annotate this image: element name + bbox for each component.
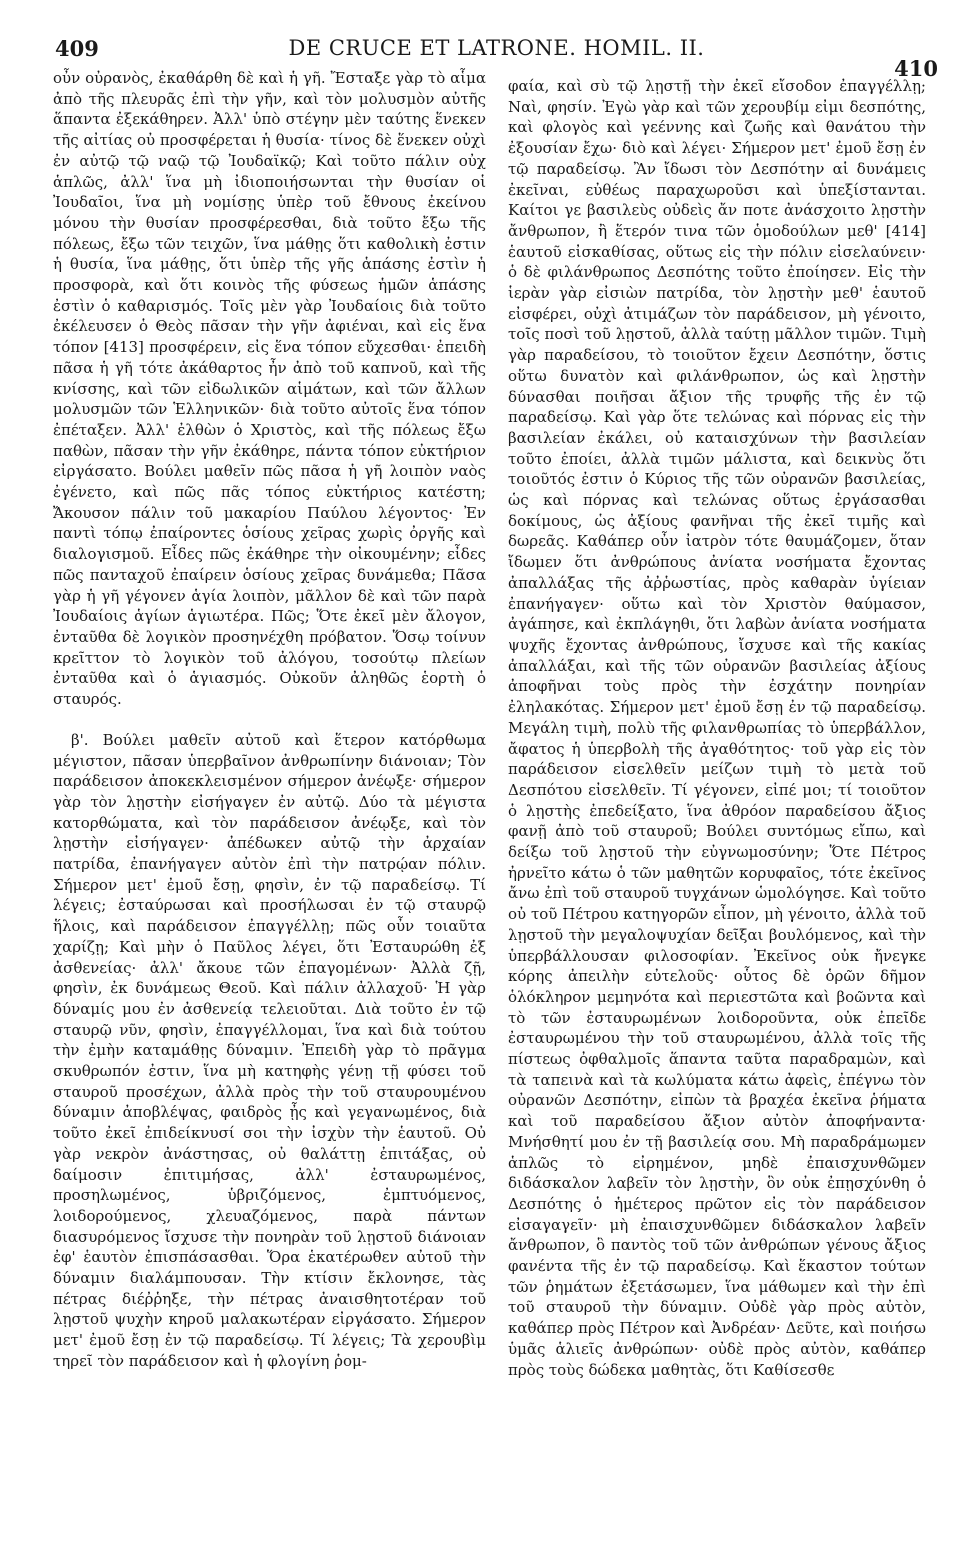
left-text-column xyxy=(53,68,486,1538)
running-header xyxy=(55,36,938,81)
page-number-left: 409 xyxy=(55,36,99,61)
right-paragraph-1: φαία, καὶ σὺ τῷ λῃστῇ τὴν ἐκεῖ εἴσοδον ἐπαγγέλλῃ; Ναὶ, φησίν. Ἐγὼ γὰρ καὶ τῶν χερουβίμ εἰμι δεσπότης, καὶ φλογὸς καὶ γεέννης καὶ ζωῆς καὶ θανάτου τὴν ἐξουσίαν ἔχω· διὸ καὶ λέγει· Σήμερον μετ' ἐμοῦ ἔσῃ ἐν τῷ παραδείσῳ. Ἂν ἴδωσι τὸν Δεσπότην αἱ δυνάμεις ἐκεῖναι, εὐθέως παραχωροῦσι καὶ ὑπεξίστανται. Καίτοι γε βασιλεὺς οὐδεὶς ἄν ποτε ἀνάσχοιτο λῃστὴν ἄνθρωπον, ἢ ἕτερόν τινα τῶν ὁμοδούλων μεθ' [414] ἑαυτοῦ εἰσκαθίσας, οὕτως εἰς τὴν πόλιν εἰσελαύνειν· ὁ δὲ φιλάνθρωπος Δεσπότης τοῦτο ἐποίησεν. Εἰς τὴν ἱερὰν γὰρ εἰσιὼν πατρίδα, τὸν λῃστὴν μεθ' ἑαυτοῦ εἰσφέρει, οὐχὶ ἀτιμάζων τὸν παράδεισον, μὴ γένοιτο, τοῖς ποσὶ τοῦ λῃστοῦ, ἀλλὰ ταύτῃ μᾶλλον τιμῶν. Τιμὴ γὰρ παραδείσου, τὸ τοιοῦτον ἔχειν Δεσπότην, ὅστις οὕτω δυνατὸν καὶ φιλάνθρωπον, ὡς καὶ λῃστὴν δύνασθαι ποιῆσαι ἄξιον τῆς τρυφῆς τῆς ἐν τῷ παραδείσῳ. Καὶ γὰρ ὅτε τελώνας καὶ πόρνας εἰς τὴν βασιλείαν ἐκάλει, οὐ καταισχύνων τὴν βασιλείαν τοῦτο ἐποίει, ἀλλὰ τιμῶν μάλιστα, καὶ δεικνὺς ὅτι τοιοῦτός ἐστιν ὁ Κύριος τῆς τῶν οὐρανῶν βασιλείας, ὡς καὶ πόρνας καὶ τελώνας οὕτως ἐργάσασθαι δοκίμους, ὡς ἀξίους φανῆναι τῆς ἐκεῖ τιμῆς καὶ δωρεᾶς. Καθάπερ οὖν ἰατρὸν τότε θαυμάζομεν, ὅταν ἴδωμεν ὅτι ἀνθρώπους ἀνίατα νοσήματα ἔχοντας ἀπαλλάξας τῆς ἀῤῥωστίας, πρὸς καθαρὰν ὑγίειαν ἐπανήγαγεν· οὕτω καὶ τὸν Χριστὸν θαύμασον, ἀγάπησε, καὶ ἐκπλάγηθι, ὅτι λαβὼν ἀνίατα νοσήματα ψυχῆς ἔχοντας ἀνθρώπους, ἴσχυσε καὶ τῆς κακίας ἀπαλλάξαι, καὶ τῆς τῶν οὐρανῶν βασιλείας ἀξίους ἀποφῆναι τοὺς πρὸς τὴν ἐσχάτην πονηρίαν ἐληλακότας. Σήμερον μετ' ἐμοῦ ἔσῃ ἐν τῷ παραδείσῳ. Μεγάλη τιμὴ, πολὺ τῆς φιλανθρωπίας τὸ ὑπερβάλλον, ἄφατος ἡ ὑπερβολὴ τῆς ἀγαθότητος· τοῦ γὰρ εἰς τὸν παράδεισον εἰσελθεῖν μείζων τιμὴ τὸ μετὰ τοῦ Δεσπότου εἰσελθεῖν. Τί γέγονεν, εἰπέ μοι; τί τοιοῦτον ὁ λῃστὴς ἐπεδείξατο, ἵνα ἀθρόον παραδείσου ἄξιος φανῇ ἀπὸ τοῦ σταυροῦ; Βούλει συντόμως εἴπω, καὶ δείξω τοῦ λῃστοῦ τὴν εὐγνωμοσύνην; Ὅτε Πέτρος ἠρνεῖτο κάτω ὁ τῶν μαθητῶν κορυφαῖος, τότε ἐκεῖνος ἄνω ἐπὶ τοῦ σταυροῦ τυγχάνων ὡμολόγησε. Καὶ τοῦτο οὐ τοῦ Πέτρου κατηγορῶν εἶπον, μὴ γένοιτο, ἀλλὰ τοῦ λῃστοῦ τὴν μεγαλοψυχίαν δεῖξαι βουλόμενος, καὶ τὴν ὑπερβάλλουσαν φιλοσοφίαν. Ἐκεῖνος οὐκ ἤνεγκε κόρης ἀπειλὴν εὐτελοῦς· οὗτος δὲ ὁρῶν δῆμον ὁλόκληρον μεμηνότα καὶ περιεστῶτα καὶ βοῶντα καὶ τὸ τῶν ἐσταυρωμένων λοιδοροῦντα, οὐκ ἐπεῖδε ἐσταυρωμένου τὴν τοῦ σταυρωμένου, ἀλλὰ τοῖς τῆς πίστεως ὀφθαλμοῖς ἅπαντα ταῦτα παραδραμὼν, καὶ τὰ ταπεινὰ καὶ τὰ κωλύματα κάτω ἀφεὶς, ἐπέγνω τὸν οὐρανῶν Δεσπότην, εἰπὼν τὰ βραχέα ἐκεῖνα ῥήματα καὶ τοῦ παραδείσου ἄξιον αὐτὸν ἀποφήναντα· Μνήσθητί μου ἐν τῇ βασιλείᾳ σου. Μὴ παραδράμωμεν ἁπλῶς τὸ εἰρημένον, μηδὲ ἐπαισχυνθῶμεν διδάσκαλον λαβεῖν τὸν λῃστὴν, ὃν οὐκ ἐπῃσχύνθη ὁ Δεσπότης ὁ ἡμέτερος πρῶτον εἰς τὸν παράδεισον εἰσαγαγεῖν· μὴ ἐπαισχυνθῶμεν διδάσκαλον λαβεῖν ἄνθρωπον, ὃ παντὸς τοῦ τῶν ἀνθρώπων γένους ἄξιος φανέντα τῆς ἐν τῷ παραδείσῳ. Καὶ ἕκαστον τούτων τῶν ῥημάτων ἐξετάσωμεν, ἵνα μάθωμεν καὶ τὴν ἐπὶ τοῦ σταυροῦ τὴν δύναμιν. Οὐδὲ γὰρ πρὸς αὐτὸν, καθάπερ πρὸς Πέτρον καὶ Ἀνδρέαν· Δεῦτε, καὶ ποιήσω ὑμᾶς ἁλιεῖς ἀνθρώπων· οὐδὲ πρὸς αὐτὸν, καθάπερ πρὸς τοὺς δώδεκα μαθητὰς, ὅτι Καθίσεσθε xyxy=(508,77,926,1379)
page-number-right: 410 xyxy=(894,56,938,81)
running-title: DE CRUCE ET LATRONE. HOMIL. II. xyxy=(288,36,705,60)
left-paragraph-2: β'. Βούλει μαθεῖν αὐτοῦ καὶ ἕτερον κατόρθωμα μέγιστον, πᾶσαν ὑπερβαῖνον ἀνθρωπίνην διάνοιαν; Τὸν παράδεισον ἀποκεκλεισμένον σήμερον ἀνέῳξε· σήμερον γὰρ τὸν λῃστὴν εἰσήγαγεν ἐν αὐτῷ. Δύο τὰ μέγιστα κατορθώματα, καὶ τὸν παράδεισον ἀνέῳξε, καὶ τὸν λῃστὴν εἰσήγαγεν· ἀπέδωκεν αὐτῷ τὴν ἀρχαίαν πατρίδα, ἐπανήγαγεν αὐτὸν ἐπὶ τὴν πατρῴαν πόλιν. Σήμερον μετ' ἐμοῦ ἔσῃ, φησὶν, ἐν τῷ παραδείσῳ. Τί λέγεις; ἐσταύρωσαι καὶ προσήλωσαι ἐν τῷ σταυρῷ ἥλοις, καὶ παράδεισον ἐπαγγέλλῃ; πῶς οὖν τοιαῦτα χαρίζῃ; Καὶ μὴν ὁ Παῦλος λέγει, ὅτι Ἐσταυρώθη ἐξ ἀσθενείας· ἀλλ' ἄκουε τῶν ἐπαγομένων· Ἀλλὰ ζῇ, φησὶν, ἐκ δυνάμεως Θεοῦ. Καὶ πάλιν ἀλλαχοῦ· Ἡ γὰρ δύναμίς μου ἐν ἀσθενείᾳ τελειοῦται. Διὰ τοῦτο ἐν τῷ σταυρῷ νῦν, φησὶν, ἐπαγγέλλομαι, ἵνα καὶ διὰ τούτου τὴν ἐμὴν καταμάθῃς δύναμιν. Ἐπειδὴ γὰρ τὸ πρᾶγμα σκυθρωπόν ἐστιν, ἵνα μὴ κατηφὴς γένῃ τῇ φύσει τοῦ σταυροῦ προσέχων, ἀλλὰ πρὸς τὴν τοῦ σταυρουμένου δύναμιν ἀποβλέψας, φαιδρὸς ᾖς καὶ γεγανωμένος, διὰ τοῦτο ἐκεῖ ἐπιδείκνυσί σοι τὴν ἰσχὺν τὴν ἑαυτοῦ. Οὐ γὰρ νεκρὸν ἀνάστησας, οὐ θαλάττῃ ἐπιτάξας, οὐ δαίμοσιν ἐπιτιμήσας, ἀλλ' ἐσταυρωμένος, προσηλωμένος, ὑβριζόμενος, ἐμπτυόμενος, λοιδορούμενος, χλευαζόμενος, παρὰ πάντων διασυρόμενος ἴσχυσε τὴν πονηρὰν τοῦ λῃστοῦ διάνοιαν ἐφ' ἑαυτὸν ἐπισπάσασθαι. Ὅρα ἑκατέρωθεν αὐτοῦ τὴν δύναμιν διαλάμπουσαν. Τὴν κτίσιν ἔκλονησε, τὰς πέτρας διέῤῥηξε, τὴν πέτρας ἀναισθητοτέραν τοῦ λῃστοῦ ψυχὴν κηροῦ μαλακωτέραν εἰργάσατο. Σήμερον μετ' ἐμοῦ ἔσῃ ἐν τῷ παραδείσῳ. Τί λέγεις; Τὰ χερουβὶμ τηρεῖ τὸν παράδεισον καὶ ἡ φλογίνη ῥομ- xyxy=(53,730,486,1370)
left-paragraph-1: οὖν οὐρανὸς, ἐκαθάρθη δὲ καὶ ἡ γῆ. Ἔσταξε γὰρ τὸ αἷμα ἀπὸ τῆς πλευρᾶς ἐπὶ τὴν γῆν, καὶ τὸν μολυσμὸν αὐτῆς ἅπαντα ἐξεκάθηρεν. Ἀλλ' ὑπὸ στέγην μὲν ταύτης ἕνεκεν τῆς αἰτίας οὐ προσφέρεται ἡ θυσία· τίνος δὲ ἕνεκεν οὐχὶ ἐν αὐτῷ τῷ ναῷ τῷ Ἰουδαϊκῷ; Καὶ τοῦτο πάλιν οὐχ ἁπλῶς, ἀλλ' ἵνα μὴ ἰδιοποιήσωνται τὴν θυσίαν οἱ Ἰουδαῖοι, ἵνα μὴ νομίσῃς ὑπὲρ τοῦ ἔθνους ἐκείνου μόνου τὴν θυσίαν προσφέρεσθαι, διὰ τοῦτο ἔξω τῆς πόλεως, ἔξω τῶν τειχῶν, ἵνα μάθῃς ὅτι καθολικὴ ἐστιν ἡ θυσία, ἵνα μάθῃς, ὅτι ὑπὲρ τῆς γῆς ἁπάσης ἐστὶν ἡ προσφορὰ, καὶ ὅτι κοινὸς τῆς φύσεως ἡμῶν ἁπάσης ἐστὶν ὁ καθαρισμός. Τοῖς μὲν γὰρ Ἰουδαίοις διὰ τοῦτο ἐκέλευσεν ὁ Θεὸς πᾶσαν τὴν γῆν ἀφιέναι, καὶ εἰς ἕνα τόπον [413] προσφέρειν, εἰς ἕνα τόπον εὔχεσθαι· ἐπειδὴ πᾶσα ἡ γῆ τότε ἀκάθαρτος ἦν ἀπὸ τοῦ καπνοῦ, καὶ τῆς κνίσσης, καὶ τῶν εἰδωλικῶν αἱμάτων, καὶ τῶν ἄλλων μολυσμῶν τῶν Ἑλληνικῶν· διὰ τοῦτο αὐτοῖς ἕνα τόπον ἐπέταξεν. Ἀλλ' ἐλθὼν ὁ Χριστὸς, καὶ τῆς πόλεως ἔξω παθὼν, πᾶσαν τὴν γῆν ἐκάθηρε, πάντα τόπον εὐκτήριον εἰργάσατο. Βούλει μαθεῖν πῶς πᾶσα ἡ γῆ λοιπὸν ναὸς ἐγένετο, καὶ πῶς πᾶς τόπος εὐκτήριος κατέστη; Ἄκουσον πάλιν τοῦ μακαρίου Παύλου λέγοντος· Ἐν παντὶ τόπῳ ἐπαίροντες ὁσίους χεῖρας χωρὶς ὀργῆς καὶ διαλογισμοῦ. Εἶδες πῶς ἐκάθηρε τὴν οἰκουμένην; εἶδες πῶς πανταχοῦ ἐπαίρειν ὁσίους χεῖρας δυνάμεθα; Πᾶσα γὰρ ἡ γῆ γέγονεν ἁγία λοιπὸν, μᾶλλον δὲ καὶ τῶν παρὰ Ἰουδαίοις ἁγίων ἁγιωτέρα. Πῶς; Ὅτε ἐκεῖ μὲν ἄλογον, ἐνταῦθα δὲ λογικὸν προσηνέχθη πρόβατον. Ὅσῳ τοίνυν κρεῖττον τὸ λογικὸν τοῦ ἀλόγου, τοσούτῳ πλείων ἐνταῦθα καὶ ὁ ἁγιασμός. Οὐκοῦν ἀληθῶς ἑορτὴ ὁ σταυρός. xyxy=(53,69,486,709)
right-text-column xyxy=(508,76,926,1538)
